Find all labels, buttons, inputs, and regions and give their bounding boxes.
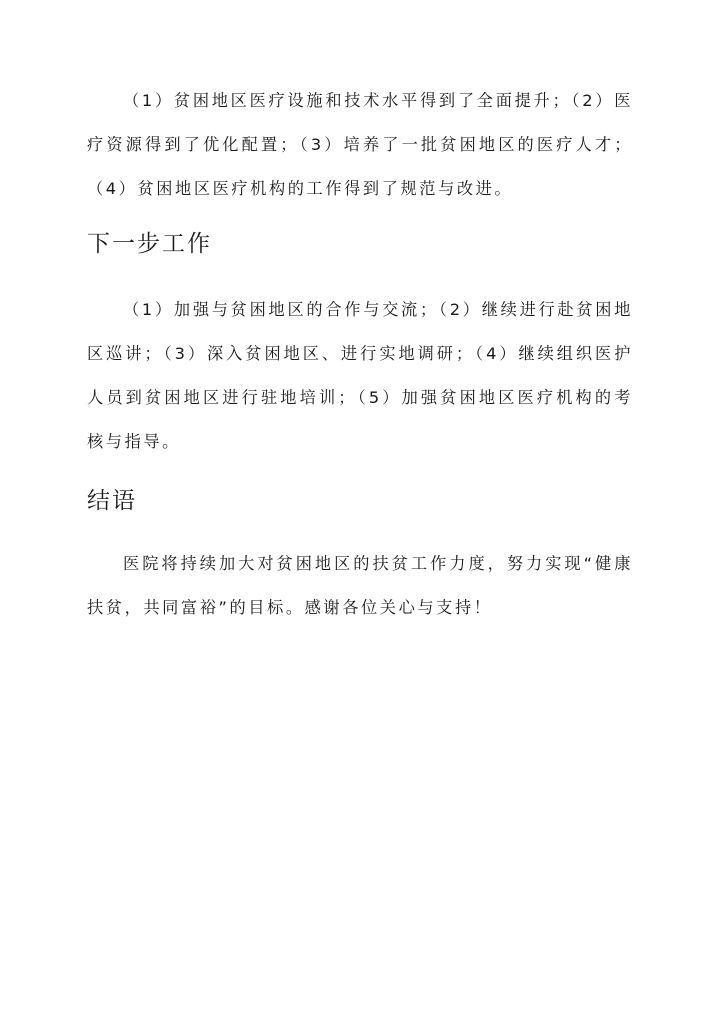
next-steps-heading: 下一步工作 (87, 231, 212, 257)
conclusion-heading: 结语 (87, 488, 137, 514)
results-paragraph: （1）贫困地区医疗设施和技术水平得到了全面提升；（2）医疗资源得到了优化配置；（3）培养了一批贫困地区的医疗人才；（4）贫困地区医疗机构的工作得到了规范与改进。 (87, 91, 633, 198)
conclusion-paragraph: 医院将持续加大对贫困地区的扶贫工作力度，努力实现“健康扶贫，共同富裕”的目标。感谢各位关心与支持！ (87, 554, 633, 617)
next-steps-paragraph: （1）加强与贫困地区的合作与交流；（2）继续进行赴贫困地区巡讲；（3）深入贫困地区、进行实地调研；（4）继续组织医护人员到贫困地区进行驻地培训；（5）加强贫困地区医疗机构的考核与指导。 (87, 300, 633, 451)
